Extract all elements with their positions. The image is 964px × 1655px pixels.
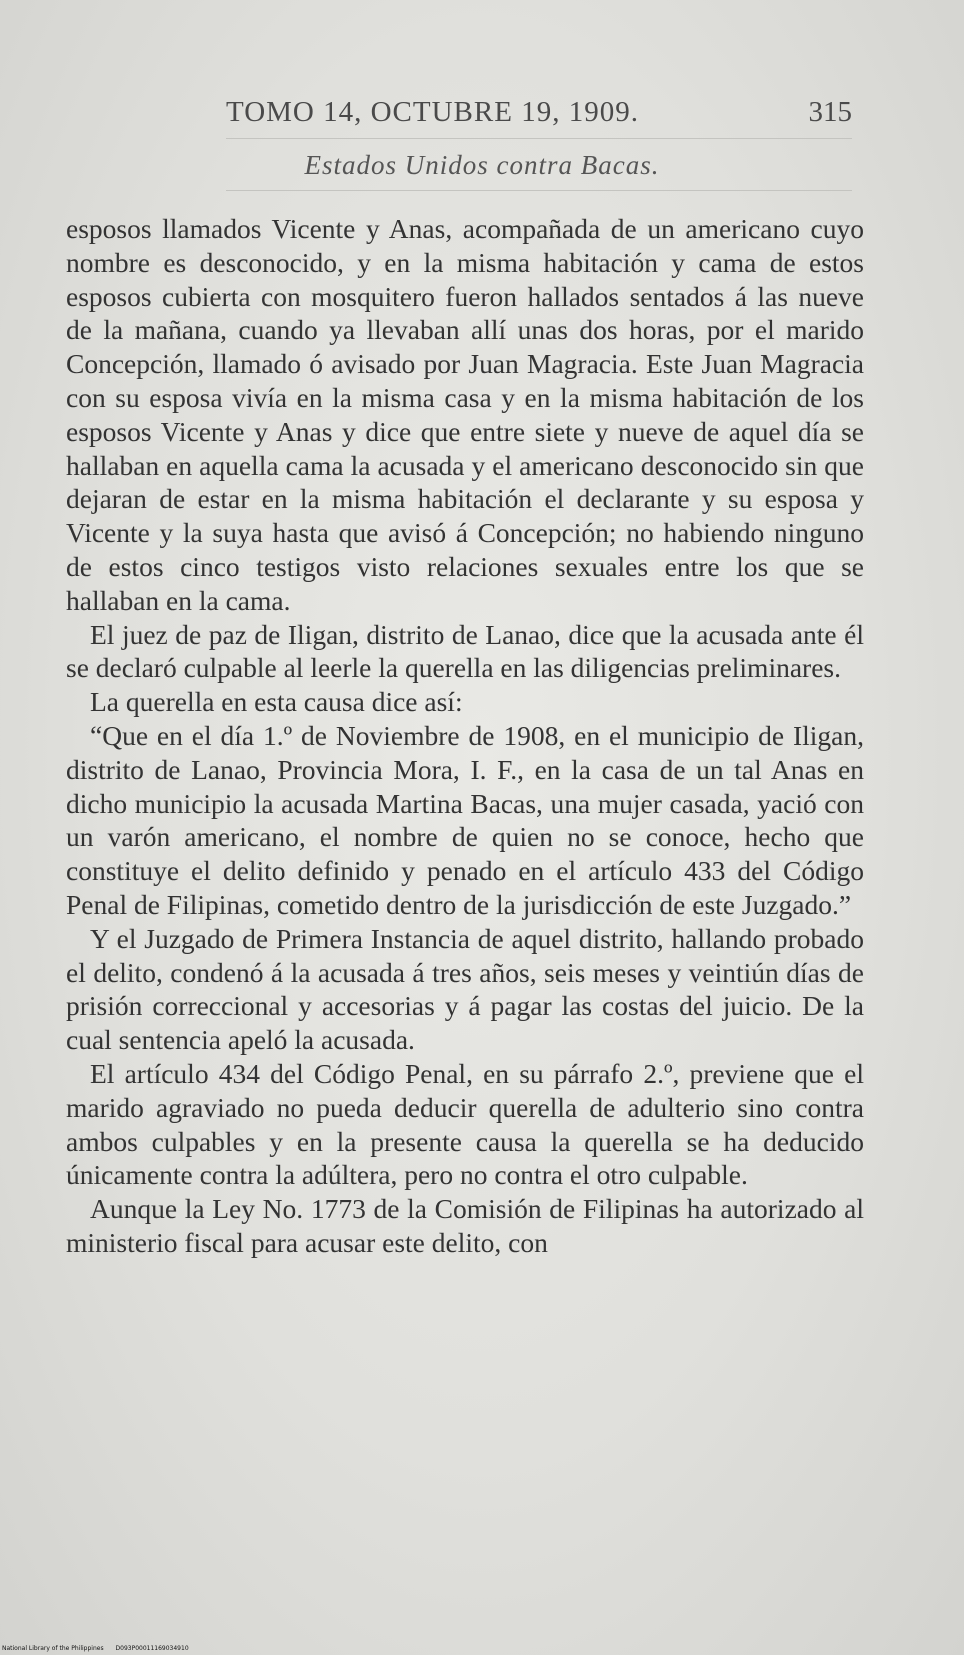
paragraph: Y el Juzgado de Primera Instancia de aquel distrito, hallando probado el delito, condenó á la acusada á tres años, seis meses y veintiún días de prisión correccional y accesorias y á pagar las costas del juicio. De la cual sentencia apeló la acusada. [66,922,864,1056]
scan-code: D093P00011169034910 [115,1645,189,1652]
paragraph: esposos llamados Vicente y Anas, acompañada de un americano cuyo nombre es desconocido, y en la misma habitación y cama de estos esposos cubierta con mosquitero fueron hallados sentados á las nueve de la mañana, cuando ya llevaban allí unas dos horas, por el marido Concepción, llamado ó avisado por Juan Magracia. Este Juan Magracia con su esposa vivía en la misma casa y en la misma habitación de los esposos Vicente y Anas y dice que entre siete y nueve de aquel día se hallaban en aquella cama la acusada y el americano desconocido sin que dejaran de estar en la misma habitación el declarante y su esposa y Vicente y la suya hasta que avisó á Concepción; no habiendo ninguno de estos cinco testigos visto relaciones sexuales entre los que se hallaban en la cama. [66,213,864,616]
paragraph: El juez de paz de Iligan, distrito de Lanao, dice que la acusada ante él se declaró culpable al leerle la querella en las diligencias preliminares. [66,618,864,684]
quoted-complaint-paragraph: “Que en el día 1.º de Noviembre de 1908, en el municipio de Iligan, distrito de Lanao, Provincia Mora, I. F., en la casa de un tal Anas en dicho municipio la acusada Martina Bacas, una mujer casada, yació con un varón americano, el nombre de quien no se conoce, hecho que constituye el delito definido y penado en el artículo 433 del Código Penal de Filipinas, cometido dentro de la jurisdicción de este Juzgado.” [66,719,864,920]
page-header [226,96,852,140]
running-title: TOMO 14, OCTUBRE 19, 1909. [226,96,639,128]
page-number: 315 [808,96,852,128]
paragraph: Aunque la Ley No. 1773 de la Comisión de Filipinas ha autorizado al ministerio fiscal para acusar este delito, con [66,1193,864,1258]
scan-footer [2,1645,189,1652]
paragraph: La querella en esta causa dice así: [90,686,463,718]
paragraph: El artículo 434 del Código Penal, en su párrafo 2.º, previene que el marido agraviado no pueda deducir querella de adulterio sino contra ambos culpables y en la presente causa la querella se ha deducido únicamente contra la adúltera, pero no contra el otro culpable. [66,1057,864,1191]
body-text [66,212,864,1260]
case-title-rule [226,190,852,191]
library-credit: National Library of the Philippines [2,1645,104,1652]
case-title: Estados Unidos contra Bacas. [304,150,660,180]
header-rule [226,138,852,139]
